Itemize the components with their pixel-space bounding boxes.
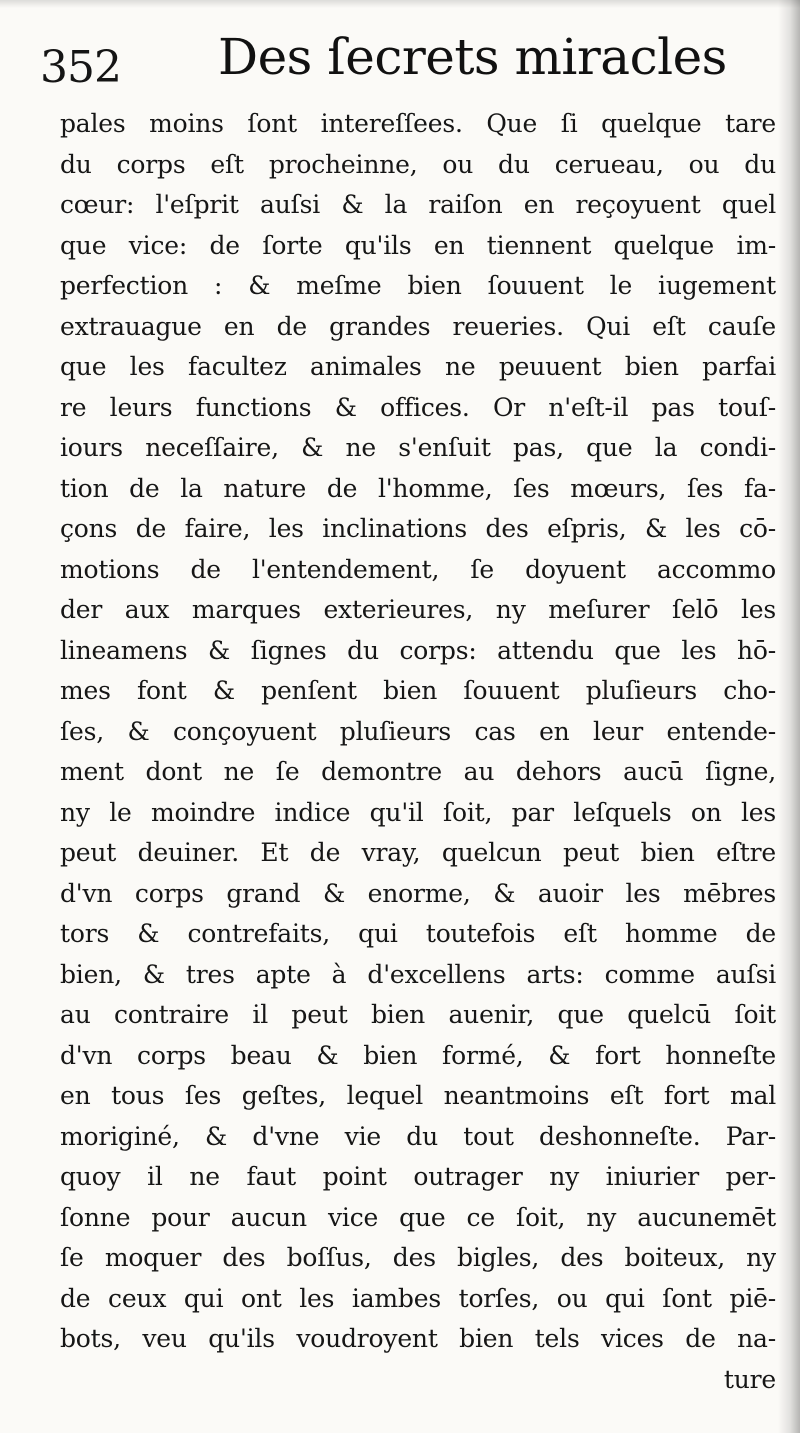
text-line: peut deuiner. Et de vray, quelcun peut bien eſtre	[60, 838, 776, 867]
text-line: ſe moquer des boſſus, des bigles, des boiteux, ny	[60, 1243, 776, 1272]
text-line: bien, & tres apte à d'excellens arts: comme auſsi	[60, 959, 776, 989]
text-line: de ceux qui ont les iambes torſes, ou qui ſont piē-	[60, 1283, 776, 1313]
page-number: 352	[40, 42, 121, 93]
text-line: re leurs functions & offices. Or n'eſt-il pas touſ-	[60, 392, 776, 422]
page-top-shadow	[0, 0, 800, 8]
text-line: ment dont ne ſe demontre au dehors aucū ſigne,	[60, 757, 776, 786]
running-title: Des ſecrets miracles	[218, 28, 727, 86]
text-line: iours neceſſaire, & ne s'enſuit pas, que la condi-	[60, 433, 776, 462]
text-line: ſes, & conçoyuent pluſieurs cas en leur entende-	[60, 716, 776, 746]
text-line: cœur: l'eſprit auſsi & la raiſon en reçoyuent quel	[60, 190, 776, 219]
page-gutter-shadow	[778, 0, 800, 1433]
text-line: au contraire il peut bien auenir, que quelcū ſoit	[60, 1000, 776, 1029]
text-line: motions de l'entendement, ſe doyuent accommo	[60, 554, 776, 584]
text-line: quoy il ne faut point outrager ny iniurier per-	[60, 1162, 776, 1191]
text-line: çons de faire, les inclinations des eſpris, & les cō-	[60, 514, 776, 543]
text-line: pales moins ſont intereſſees. Que ſi quelque tare	[60, 109, 776, 138]
text-line: extrauague en de grandes reueries. Qui eſt cauſe	[60, 311, 776, 341]
text-line: bots, veu qu'ils voudroyent bien tels vices de na-	[60, 1324, 776, 1353]
text-line: mes font & penſent bien ſouuent pluſieurs cho-	[60, 676, 776, 705]
text-line: ny le moindre indice qu'il ſoit, par leſquels on les	[60, 797, 776, 827]
text-line: lineamens & ſignes du corps: attendu que les hō-	[60, 635, 776, 665]
body-text	[60, 104, 776, 1400]
text-line: d'vn corps beau & bien formé, & fort honneſte	[60, 1040, 776, 1070]
text-line: d'vn corps grand & enorme, & auoir les mēbres	[60, 878, 776, 908]
text-line: der aux marques exterieures, ny meſurer ſelō les	[60, 595, 776, 624]
text-line: que vice: de ſorte qu'ils en tiennent quelque im-	[60, 230, 776, 260]
text-line: moriginé, & d'vne vie du tout deshonneſte. Par-	[60, 1121, 776, 1151]
text-line: en tous ſes geſtes, lequel neantmoins eſt fort mal	[60, 1081, 776, 1110]
text-line: tors & contrefaits, qui toutefois eſt homme de	[60, 919, 776, 948]
catchword: ture	[723, 1364, 776, 1394]
text-line: que les facultez animales ne peuuent bien parfai	[60, 352, 776, 381]
text-line: tion de la nature de l'homme, ſes mœurs, ſes fa-	[60, 473, 776, 503]
text-line: perfection : & meſme bien ſouuent le iugement	[60, 271, 776, 300]
text-line: ſonne pour aucun vice que ce ſoit, ny aucunemēt	[60, 1202, 776, 1232]
page-header	[0, 28, 800, 96]
text-line: du corps eſt procheinne, ou du cerueau, ou du	[60, 149, 776, 179]
